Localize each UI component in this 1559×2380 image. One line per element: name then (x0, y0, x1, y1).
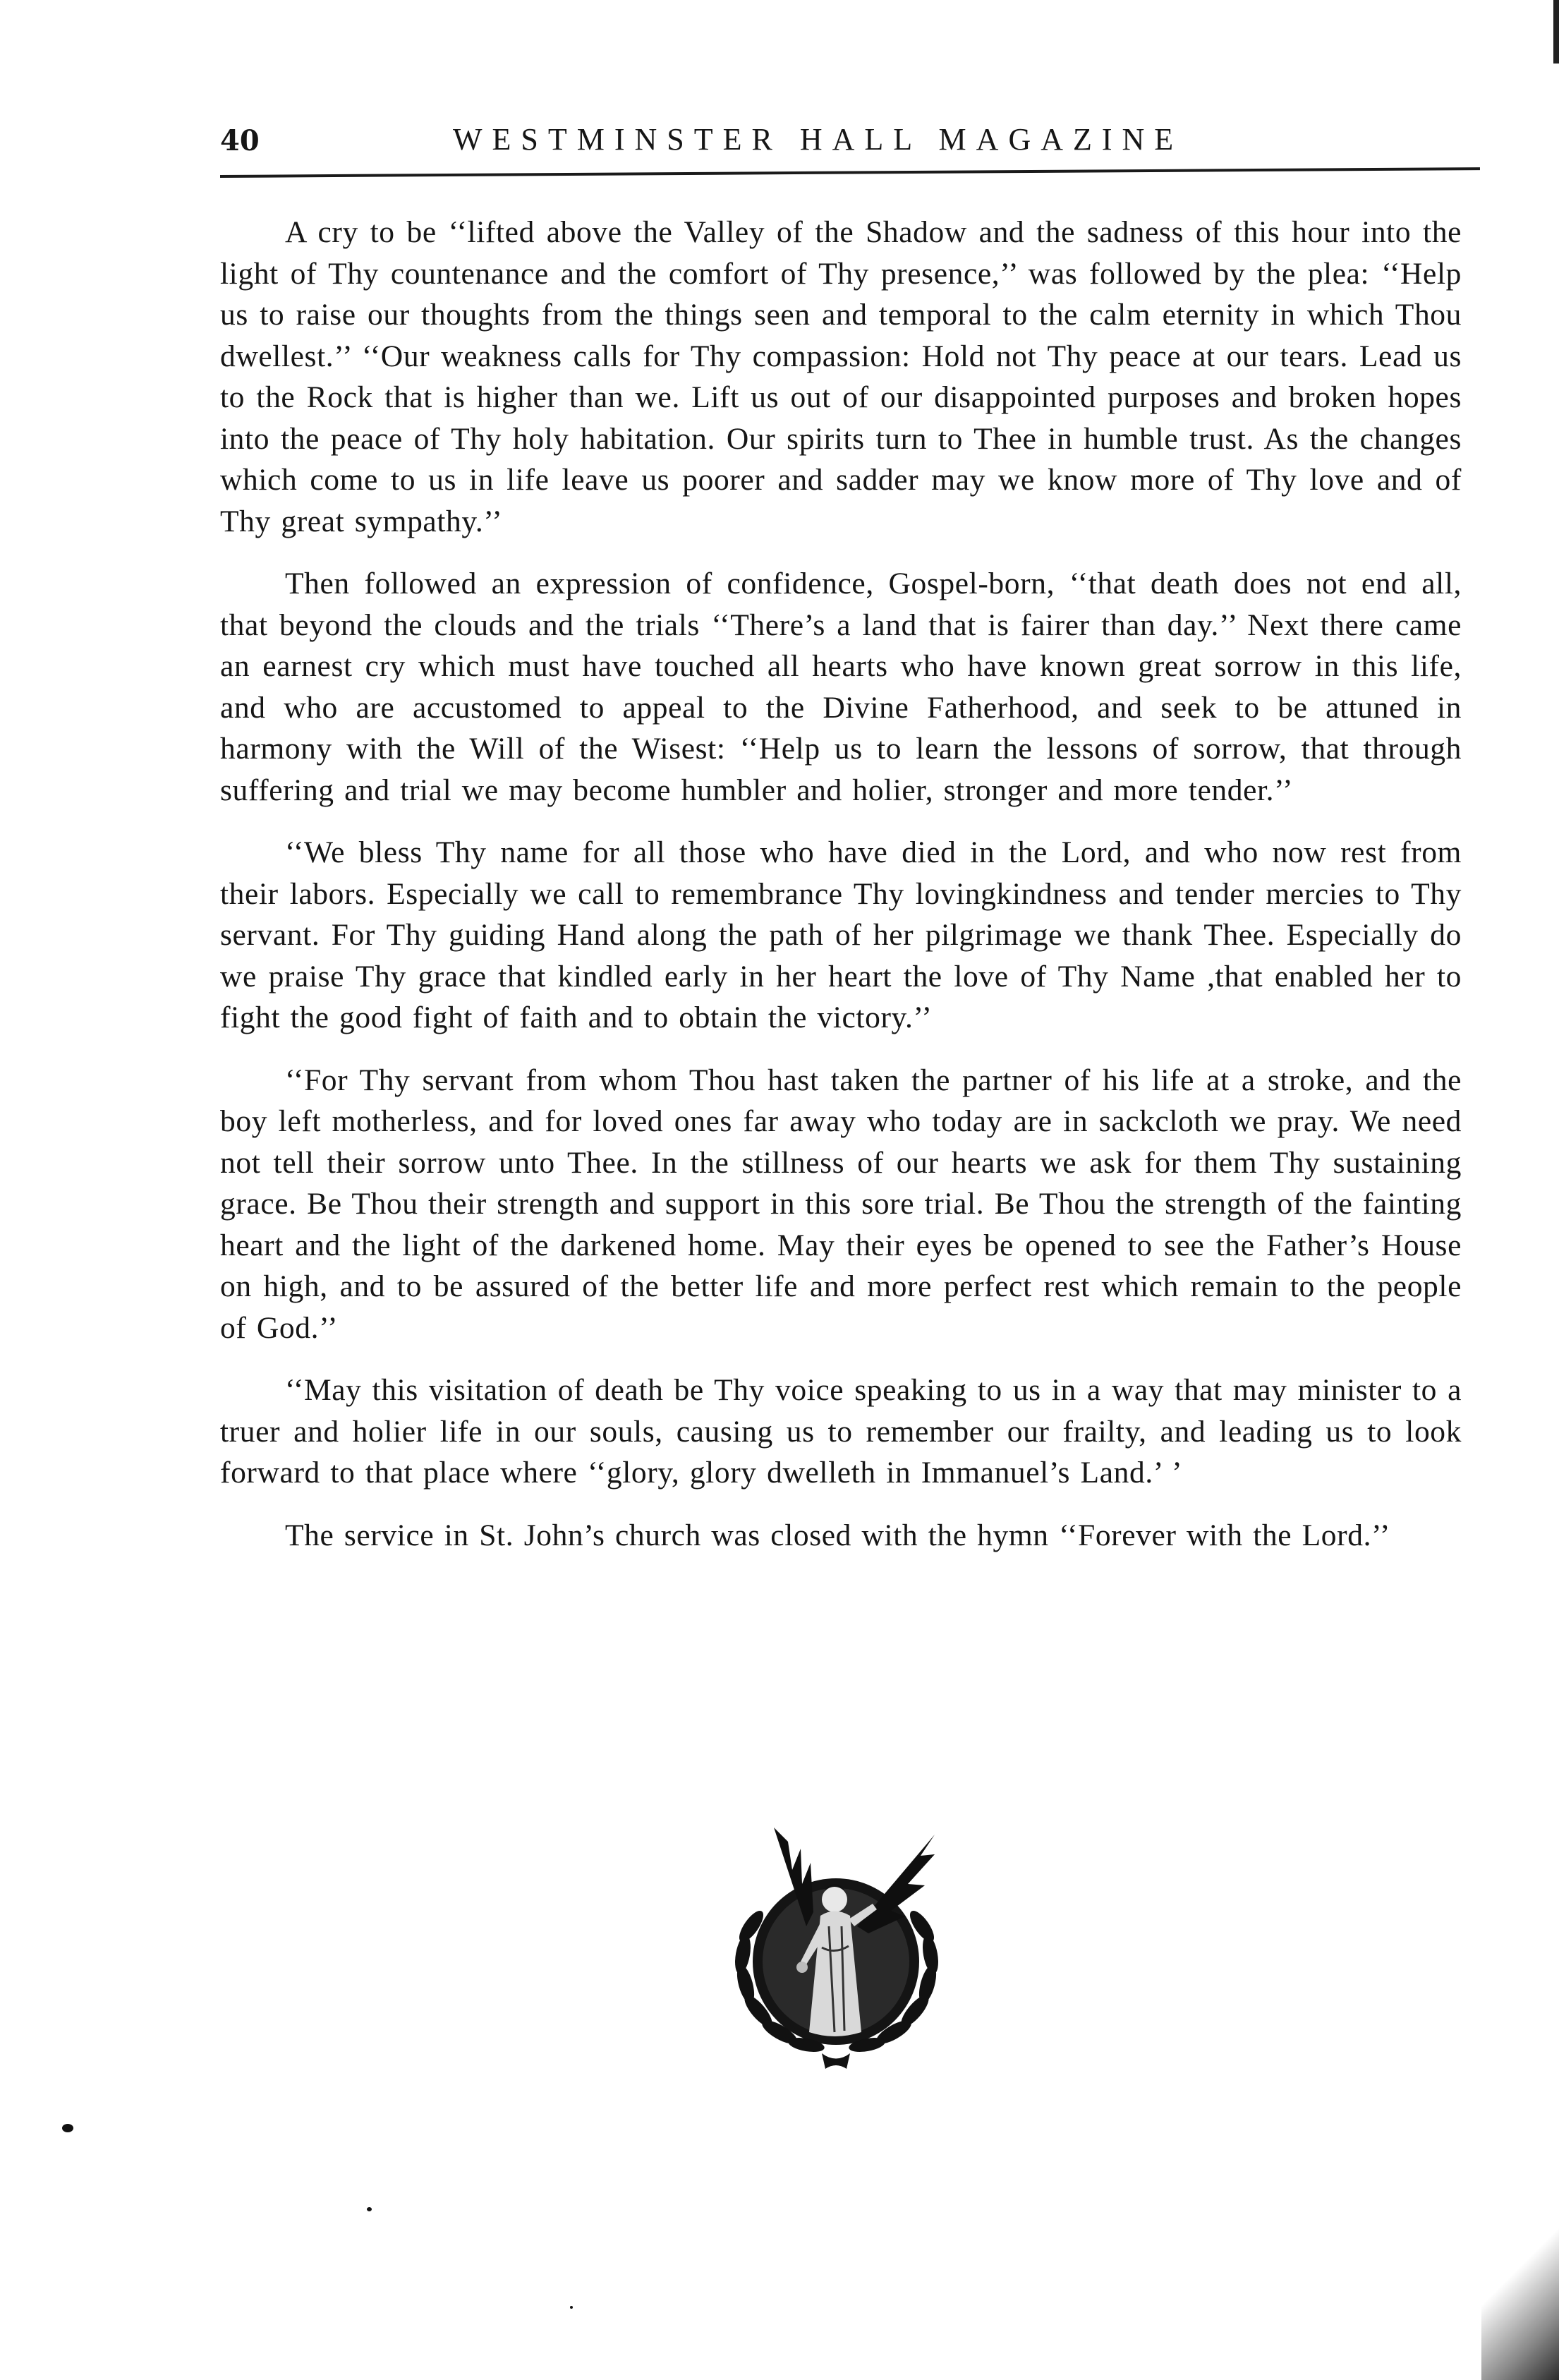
paragraph-confidence: Then followed an expression of confidence, Gospel-born, ‘‘that death does not end all, that beyond the clouds and the trials ‘‘There’s a land that is fairer than day.’’ Next there came an earnest cry which must have touched all hearts who have known great sorrow in this life, and who are accustomed to appeal to the Divine Fatherhood, and seek to be attuned in harmony with the Will of the Wisest: ‘‘Help us to learn the lessons of sorrow, that through suffering and trial we may become humbler and holier, stronger and more tender.’’ (220, 567, 1462, 807)
paragraph-for-thy-servant: ‘‘For Thy servant from whom Thou hast taken the partner of his life at a stroke, and the boy left motherless, and for loved ones far away who today are in sackcloth we pray. We need not tell their sorrow unto Thee. In the stillness of our hearts we ask for them Thy sustaining grace. Be Thou their strength and support in this sore trial. Be Thou the strength of the fainting heart and the light of the darkened home. May their eyes be opened to see the Father’s House on high, and to be assured of the better life and more perfect rest which remain to the people of God.’’ (220, 1063, 1462, 1345)
paragraph-prayer-cry: A cry to be ‘‘lifted above the Valley of the Shadow and the sadness of this hour into the light of Thy countenance and the comfort of Thy presence,’’ was followed by the plea: ‘‘Help us to raise our thoughts from the things seen and temporal to the calm eternity in which Thou dwellest.’’ ‘‘Our weakness calls for Thy compassion: Hold not Thy peace at our tears. Lead us to the Rock that is higher than we. Lift us out of our disappointed purposes and broken hopes into the peace of Thy holy habitation. Our spirits turn to Thee in humble trust. As the changes which come to us in life leave us poorer and sadder may we know more of Thy love and of Thy great sympathy.’’ (220, 215, 1462, 538)
ink-speck (367, 2207, 372, 2211)
paragraph-closing-hymn: The service in St. John’s church was closed with the hymn ‘‘Forever with the Lord.’’ (285, 1518, 1391, 1552)
scan-edge-mark (1553, 0, 1559, 64)
paragraph-visitation-of-death: ‘‘May this visitation of death be Thy voice speaking to us in a way that may minister to a truer and holier life in our souls, causing us to remember our frailty, and leading us to look forward to that place where ‘‘glory, glory dwelleth in Immanuel’s Land.’ ’ (220, 1373, 1462, 1490)
paragraph-bless-thy-name: ‘‘We bless Thy name for all those who have died in the Lord, and who now rest from their labors. Especially we call to remembrance Thy lovingkindness and tender mercies to Thy servant. For Thy guiding Hand along the path of her pilgrimage we thank Thee. Especially do we praise Thy grace that kindled early in her heart the love of Thy Name ,that enabled her to fight the good fight of faith and to obtain the victory.’’ (220, 835, 1462, 1034)
ink-speck (62, 2124, 73, 2132)
scan-corner-shadow (1481, 2204, 1559, 2380)
article-body (220, 212, 1462, 1577)
angel-wreath-ornament-icon (723, 1820, 956, 2074)
page-header (220, 121, 1483, 171)
page-number: 40 (220, 124, 260, 157)
ink-speck (570, 2306, 573, 2309)
running-title: WESTMINSTER HALL MAGAZINE (453, 122, 1184, 157)
